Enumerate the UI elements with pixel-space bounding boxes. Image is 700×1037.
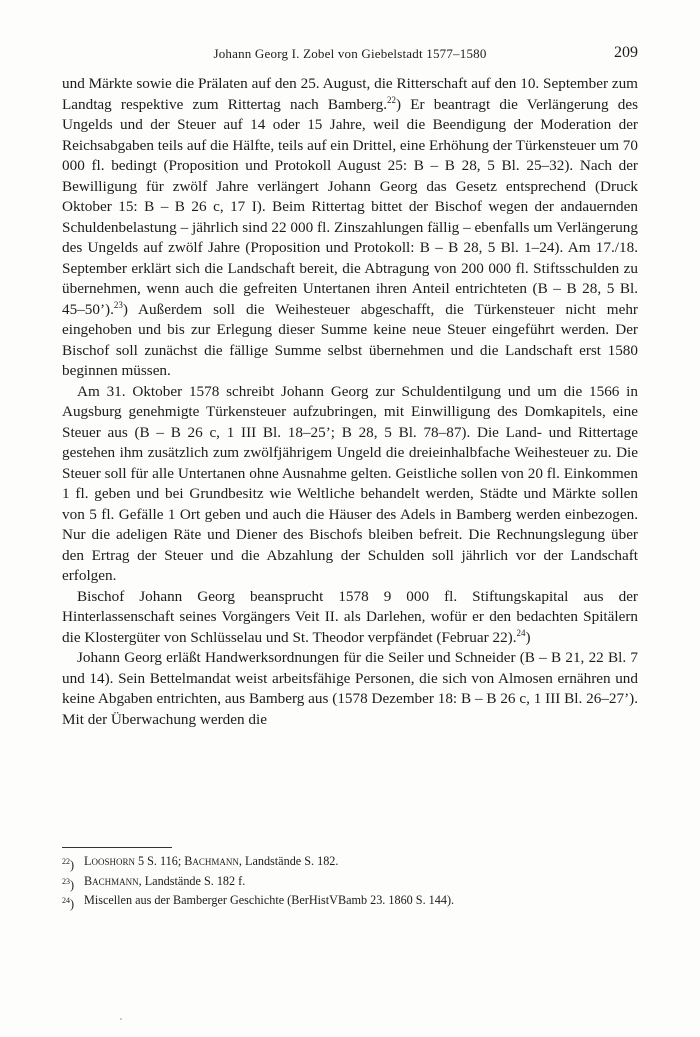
running-head: Johann Georg I. Zobel von Giebelstadt 1577–1580 xyxy=(213,46,487,61)
footnote-number: 24 xyxy=(62,896,70,906)
paragraph-text: Bischof Johann Georg beansprucht 1578 9 000 fl. Stiftungskapital aus der Hinterlassenschaft seines Vorgängers Veit II. als Darlehen, wofür er den bedachten Spitälern die Klostergüter von Schlüsselau und St. Theodor verpfändet (Februar 22). xyxy=(62,587,638,646)
footnote-mark: $^{23}$) xyxy=(62,876,75,892)
footnote-text xyxy=(84,854,338,874)
paragraph-text: ) xyxy=(525,628,531,646)
paragraph xyxy=(62,74,638,382)
paragraph xyxy=(62,587,638,649)
footnote-author: Looshorn xyxy=(84,854,135,868)
footnote-reference: 23 xyxy=(113,299,123,310)
footnote-author: Bachmann xyxy=(84,873,139,888)
footnote xyxy=(62,893,638,913)
footnote-reference: 24 xyxy=(516,627,526,638)
paragraph-text: und Märkte sowie die Prälaten auf den 25. August, die Ritterschaft auf den 10. September zum Landtag respektive zum Rittertag nach Bamberg. xyxy=(62,75,638,113)
footnote xyxy=(62,874,638,894)
footnote-mark: $^{24}$) xyxy=(62,896,75,912)
scan-speck xyxy=(120,1018,122,1020)
paragraph-text: ) Außerdem soll die Weihesteuer abgeschafft, die Türkensteuer nicht mehr eingehoben und bis zur Erlegung dieser Summe keine neue Steuer eingeführt werden. Der Bischof soll zunächst die fällige Summe selbst übernehmen und die Landschaft erst 1580 beginnen müssen. xyxy=(62,300,638,379)
footnote-reference: 22 xyxy=(387,94,397,105)
footnote-citation: 5 S. 116; xyxy=(134,854,185,868)
paragraph xyxy=(62,382,638,587)
footnote-citation: , Landstände S. 182. xyxy=(238,854,339,868)
footnote-citation: Miscellen aus der Bamberger Geschichte (BerHistVBamb 23. 1860 S. 144). xyxy=(84,893,455,908)
footnote xyxy=(62,854,638,874)
footnotes xyxy=(62,854,638,913)
footnote-number: 22 xyxy=(62,857,70,866)
page-header xyxy=(62,44,638,64)
body-text xyxy=(62,74,638,730)
footnote-number: 23 xyxy=(62,876,70,886)
footnote-divider xyxy=(62,847,172,848)
paragraph-text: ) Er beantragt die Verlängerung des Ungelds und der Steuer auf 14 oder 15 Jahre, weil die Beendigung der Moderation der Reichsabgaben teils auf die Hälfte, teils auf ein Drittel, eine Erhöhung der Türkensteuer um 70 000 fl. bedingt (Proposition und Protokoll August 25: B – B 28, 5 Bl. 25–32). Nach der Bewilligung für zwölf Jahre verlängert Johann Georg das Gesetz entsprechend (Druck Oktober 15: B – B 26 c, 17 I). Beim Rittertag bittet der Bischof wegen der andauernden Schuldenbelastung – jährlich sind 22 000 fl. Zinszahlungen fällig – ebenfalls um Verlängerung des Ungelds auf zwölf Jahre (Proposition und Protokoll: B – B 28, 5 Bl. 1–24). Am 17./18. September erklärt sich die Landschaft bereit, die Abtragung von 200 000 fl. Stiftsschulden zu übernehmen, wenn auch die gefreiten Untertanen ihren Anteil entrichteten (B – B 28, 5 Bl. 45–50’). xyxy=(62,95,638,318)
footnote-citation: , Landstände S. 182 f. xyxy=(138,873,246,888)
page-number: 209 xyxy=(614,44,638,61)
paragraph-text: Johann Georg erläßt Handwerksordnungen für die Seiler und Schneider (B – B 21, 22 Bl. 7 und 14). Sein Bettelmandat weist arbeitsfähige Personen, die sich von Almosen ernähren und keine Abgaben entrichten, aus Bamberg aus (1578 Dezember 18: B – B 26 c, 1 III Bl. 26–27’). Mit der Überwachung werden die xyxy=(62,649,638,728)
paragraph-text: Am 31. Oktober 1578 schreibt Johann Georg zur Schuldentilgung und um die 1566 in Augsburg genehmigte Türkensteuer aufzubringen, mit Einwilligung des Domkapitels, eine Steuer aus (B – B 26 c, 1 III Bl. 18–25’; B 28, 5 Bl. 78–87). Die Land- und Rittertage gestehen ihm zusätzlich zum zwölfjährigem Ungeld die dreieinhalbfache Weihesteuer zu. Die Steuer soll für alle Untertanen ohne Ausnahme gelten. Geistliche sollen von 20 fl. Einkommen 1 fl. geben und bei Grundbesitz wie Weltliche behandelt werden, Städte und Märkte sollen von 5 fl. Gefälle 1 Ort geben und auch die Häuser des Adels in Bamberg werden einbezogen. Nur die adeligen Räte und Diener des Bischofs bleiben befreit. Die Rechnungslegung über den Ertrag der Steuer und die Abzahlung der Schulden soll jährlich vor der Landschaft erfolgen. xyxy=(62,382,638,584)
footnote-text xyxy=(84,874,245,894)
footnote-mark: $^{22}$) xyxy=(62,857,75,873)
paragraph xyxy=(62,648,638,730)
footnote-text xyxy=(84,893,454,913)
footnote-author: Bachmann xyxy=(184,854,239,868)
